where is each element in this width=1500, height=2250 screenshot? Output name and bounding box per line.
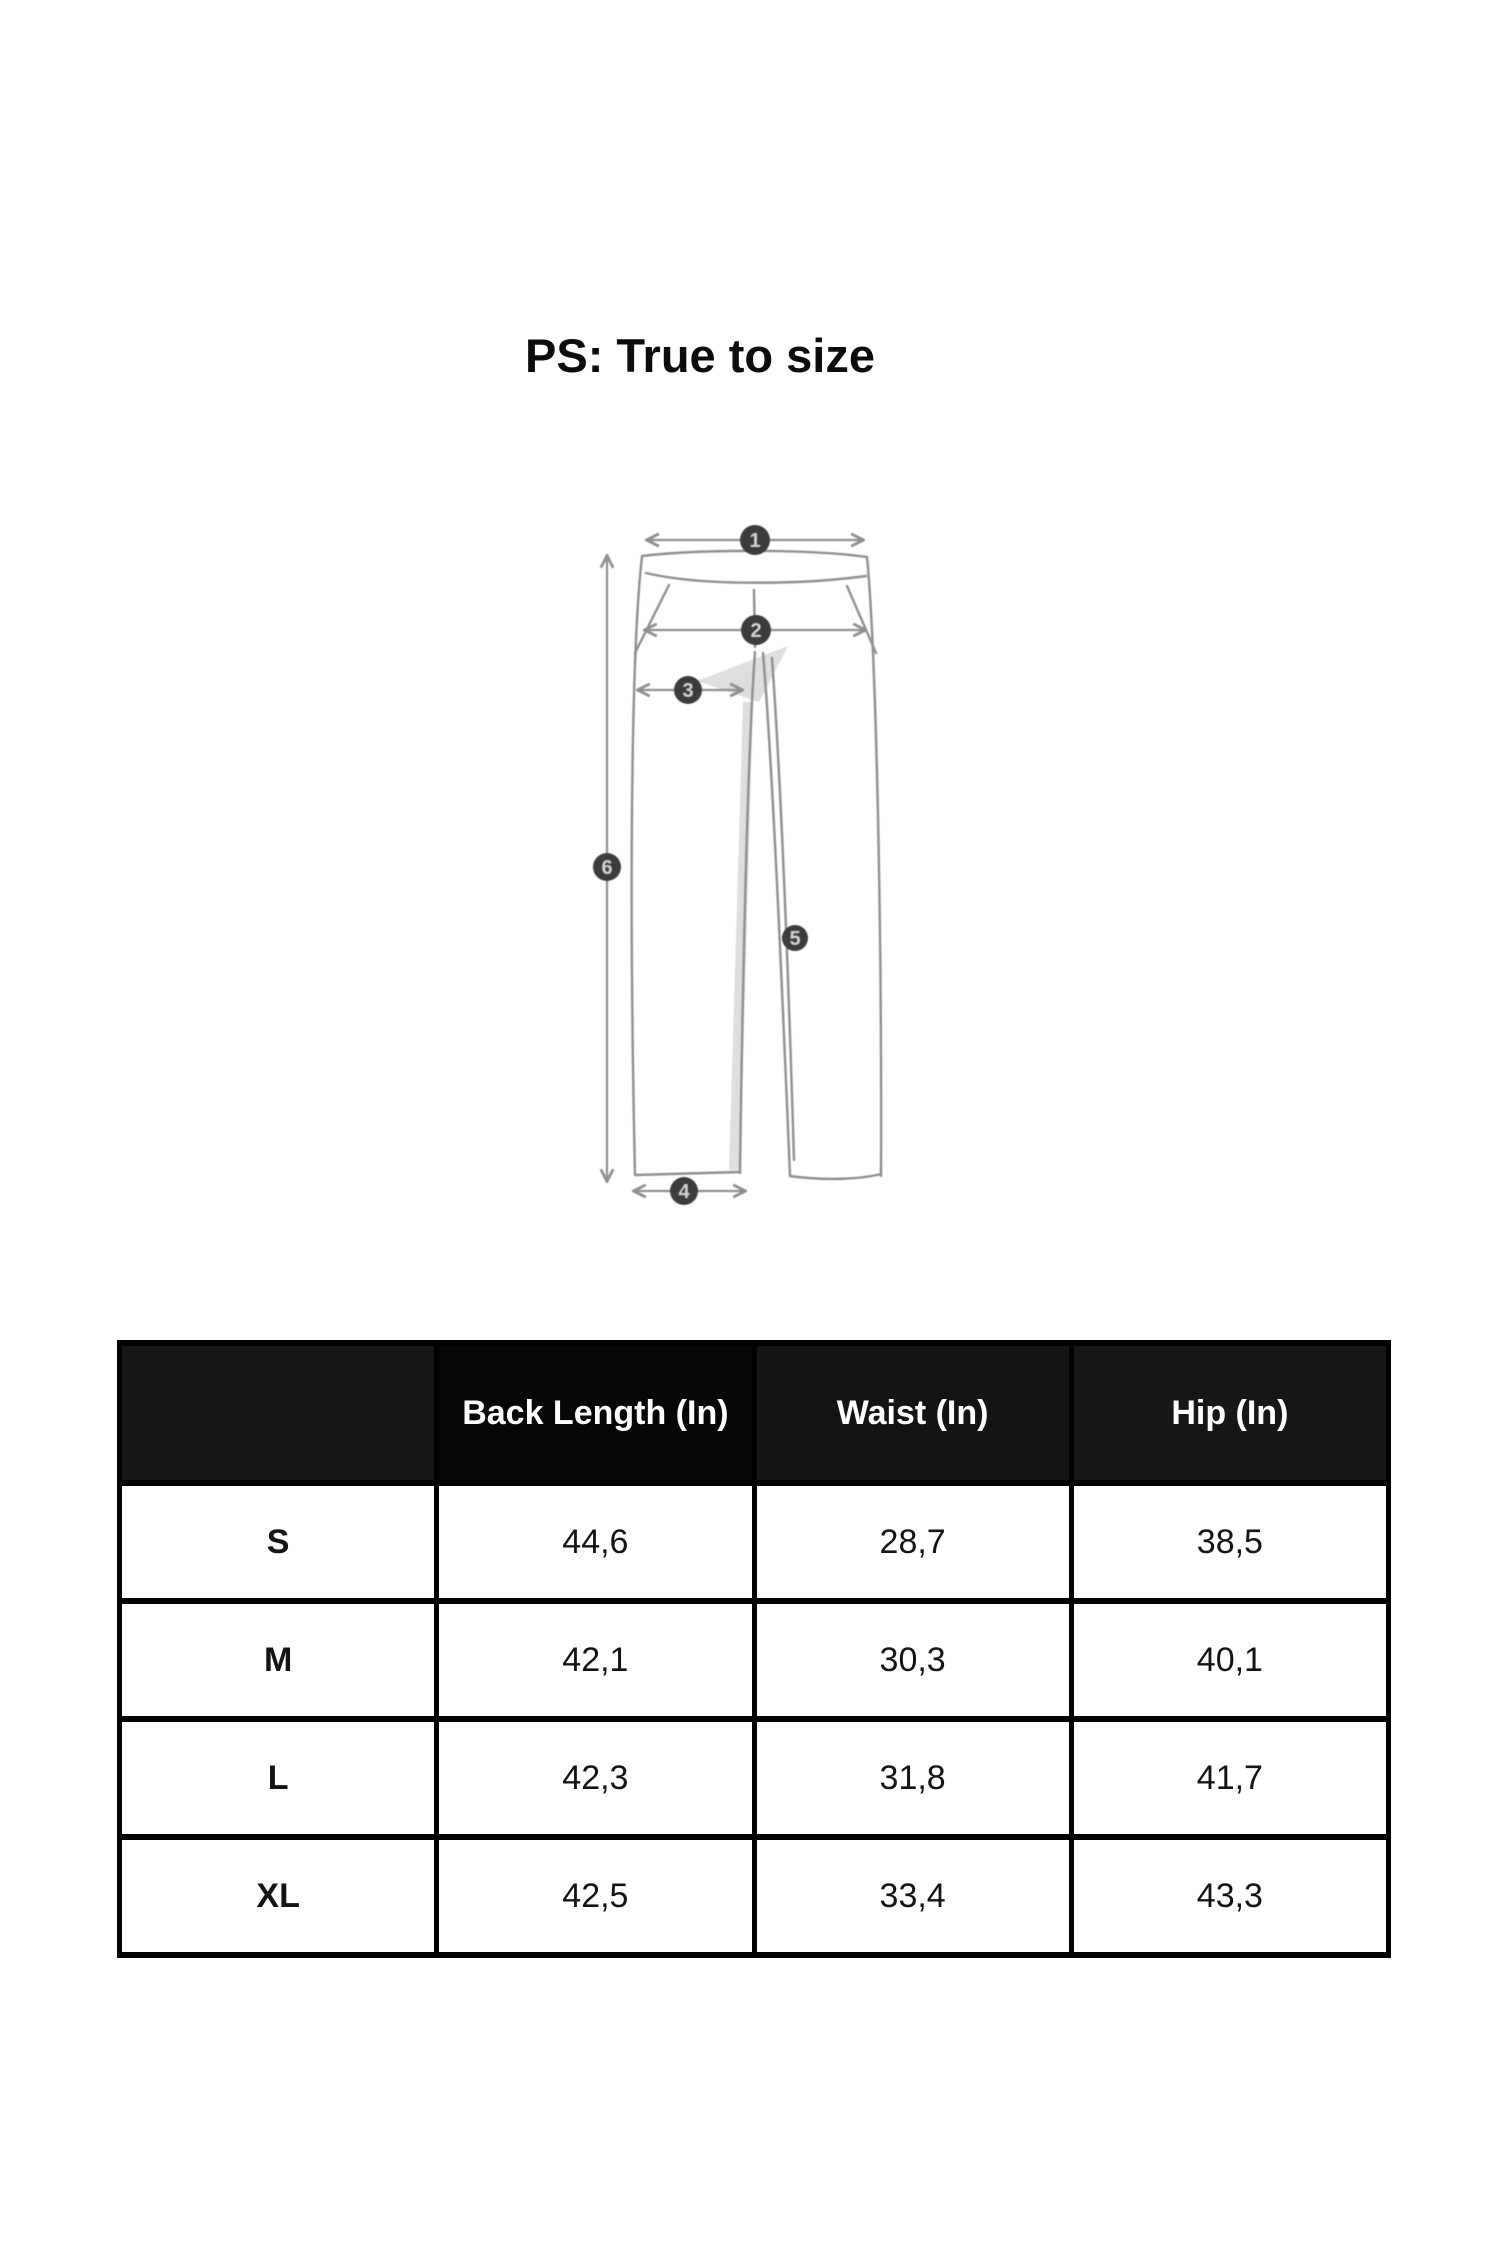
right-hem xyxy=(790,1174,881,1179)
waist-value: 33,4 xyxy=(754,1837,1071,1955)
back-length-value: 42,5 xyxy=(437,1837,754,1955)
back-length-value: 42,1 xyxy=(437,1601,754,1719)
waist-value: 31,8 xyxy=(754,1719,1071,1837)
table-row-xl xyxy=(120,1837,1389,1955)
size-table xyxy=(117,1340,1391,1958)
marker-1 xyxy=(740,525,770,555)
header-cell-empty xyxy=(120,1343,437,1483)
table-row-s xyxy=(120,1483,1389,1601)
size-label: S xyxy=(120,1483,437,1601)
pants-outline xyxy=(632,551,881,1179)
svg-text:2: 2 xyxy=(750,620,762,642)
left-hem xyxy=(636,1172,740,1175)
header-cell-hip: Hip (In) xyxy=(1071,1343,1388,1483)
hip-value: 43,3 xyxy=(1071,1837,1388,1955)
svg-text:5: 5 xyxy=(789,928,801,950)
header-cell-waist: Waist (In) xyxy=(754,1343,1071,1483)
marker-2 xyxy=(741,615,771,645)
table-row-m xyxy=(120,1601,1389,1719)
pants-measurement-diagram xyxy=(585,495,900,1215)
waist-value: 28,7 xyxy=(754,1483,1071,1601)
table-row-l xyxy=(120,1719,1389,1837)
waist-value: 30,3 xyxy=(754,1601,1071,1719)
header-cell-back-length: Back Length (In) xyxy=(437,1343,754,1483)
left-pocket-line xyxy=(635,585,669,653)
svg-text:6: 6 xyxy=(601,857,613,879)
size-label: M xyxy=(120,1601,437,1719)
size-label: XL xyxy=(120,1837,437,1955)
back-length-value: 42,3 xyxy=(437,1719,754,1837)
page-title: PS: True to size xyxy=(525,329,875,382)
fabric-shading xyxy=(697,646,788,1170)
hip-value: 41,7 xyxy=(1071,1719,1388,1837)
svg-text:3: 3 xyxy=(682,680,694,702)
size-table-header xyxy=(120,1343,1389,1483)
marker-4 xyxy=(670,1177,698,1205)
hip-value: 38,5 xyxy=(1071,1483,1388,1601)
svg-text:1: 1 xyxy=(749,530,761,552)
marker-6 xyxy=(593,853,621,881)
size-label: L xyxy=(120,1719,437,1837)
svg-text:4: 4 xyxy=(678,1181,690,1203)
hip-value: 40,1 xyxy=(1071,1601,1388,1719)
back-length-value: 44,6 xyxy=(437,1483,754,1601)
marker-3 xyxy=(674,676,702,704)
marker-5 xyxy=(782,925,808,951)
